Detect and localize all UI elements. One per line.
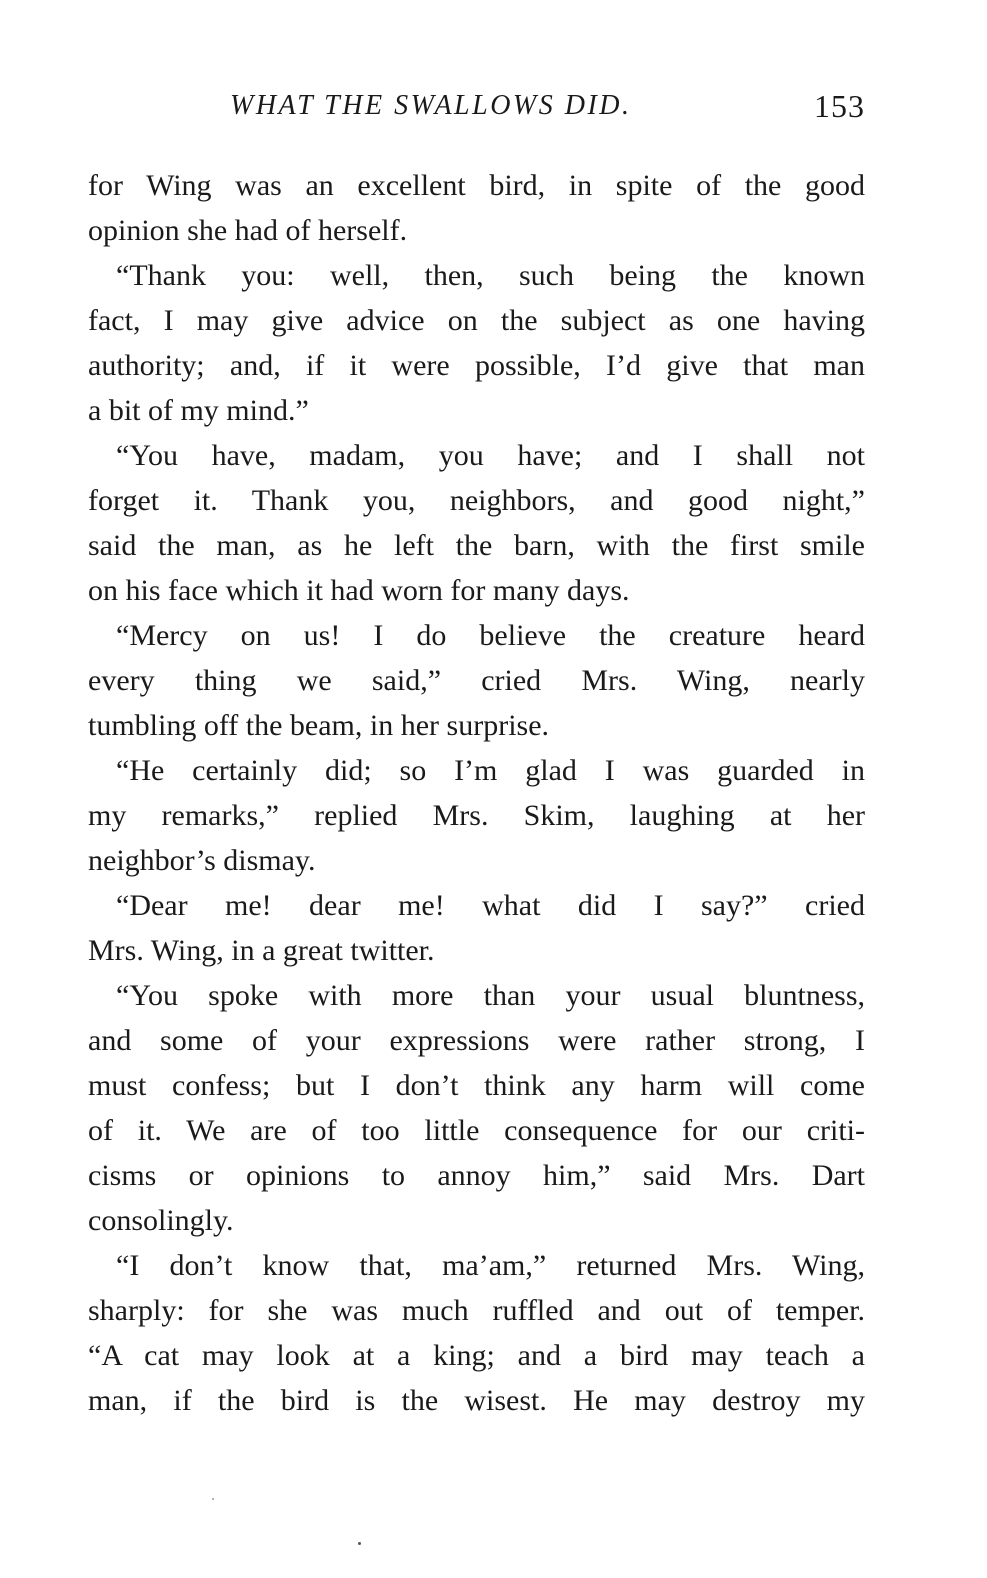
text-line: a bit of my mind.” [88, 394, 309, 427]
text-line: forget it. Thank you, neighbors, and good night,” [88, 484, 865, 517]
text-line: must confess; but I don’t think any harm will come [88, 1069, 865, 1102]
text-line: consolingly. [88, 1204, 234, 1237]
print-speck [358, 1542, 361, 1545]
text-line: “I don’t know that, ma’am,” returned Mrs. Wing, [116, 1249, 865, 1282]
text-line: sharply: for she was much ruffled and out of temper. [88, 1294, 865, 1327]
text-line: my remarks,” replied Mrs. Skim, laughing at her [88, 799, 865, 832]
text-line: neighbor’s dismay. [88, 844, 316, 877]
text-line: “Dear me! dear me! what did I say?” cried [116, 889, 865, 922]
text-line: fact, I may give advice on the subject as one having [88, 304, 865, 337]
text-line: “Thank you: well, then, such being the known [116, 259, 865, 292]
text-line: man, if the bird is the wisest. He may destroy my [88, 1384, 865, 1417]
text-line: every thing we said,” cried Mrs. Wing, nearly [88, 664, 865, 697]
text-line: for Wing was an excellent bird, in spite of the good [88, 169, 865, 202]
text-line: “He certainly did; so I’m glad I was guarded in [116, 754, 865, 787]
text-line: on his face which it had worn for many days. [88, 574, 630, 607]
text-line: opinion she had of herself. [88, 214, 408, 247]
text-line: authority; and, if it were possible, I’d give that man [88, 349, 865, 382]
text-line: Mrs. Wing, in a great twitter. [88, 934, 435, 967]
text-line: “Mercy on us! I do believe the creature heard [116, 619, 865, 652]
text-line: and some of your expressions were rather strong, I [88, 1024, 865, 1057]
text-line: “A cat may look at a king; and a bird may teach a [88, 1339, 865, 1372]
running-title: WHAT THE SWALLOWS DID. [230, 90, 632, 121]
text-line: of it. We are of too little consequence for our criti- [88, 1114, 865, 1147]
text-line: “You have, madam, you have; and I shall not [116, 439, 865, 472]
text-line: “You spoke with more than your usual bluntness, [116, 979, 865, 1012]
text-line: cisms or opinions to annoy him,” said Mrs. Dart [88, 1159, 865, 1192]
running-head [88, 84, 865, 128]
text-line: said the man, as he left the barn, with the first smile [88, 529, 865, 562]
text-line: tumbling off the beam, in her surprise. [88, 709, 550, 742]
print-speck [212, 1498, 214, 1500]
page-number: 153 [814, 88, 865, 124]
body-text [88, 163, 865, 1423]
